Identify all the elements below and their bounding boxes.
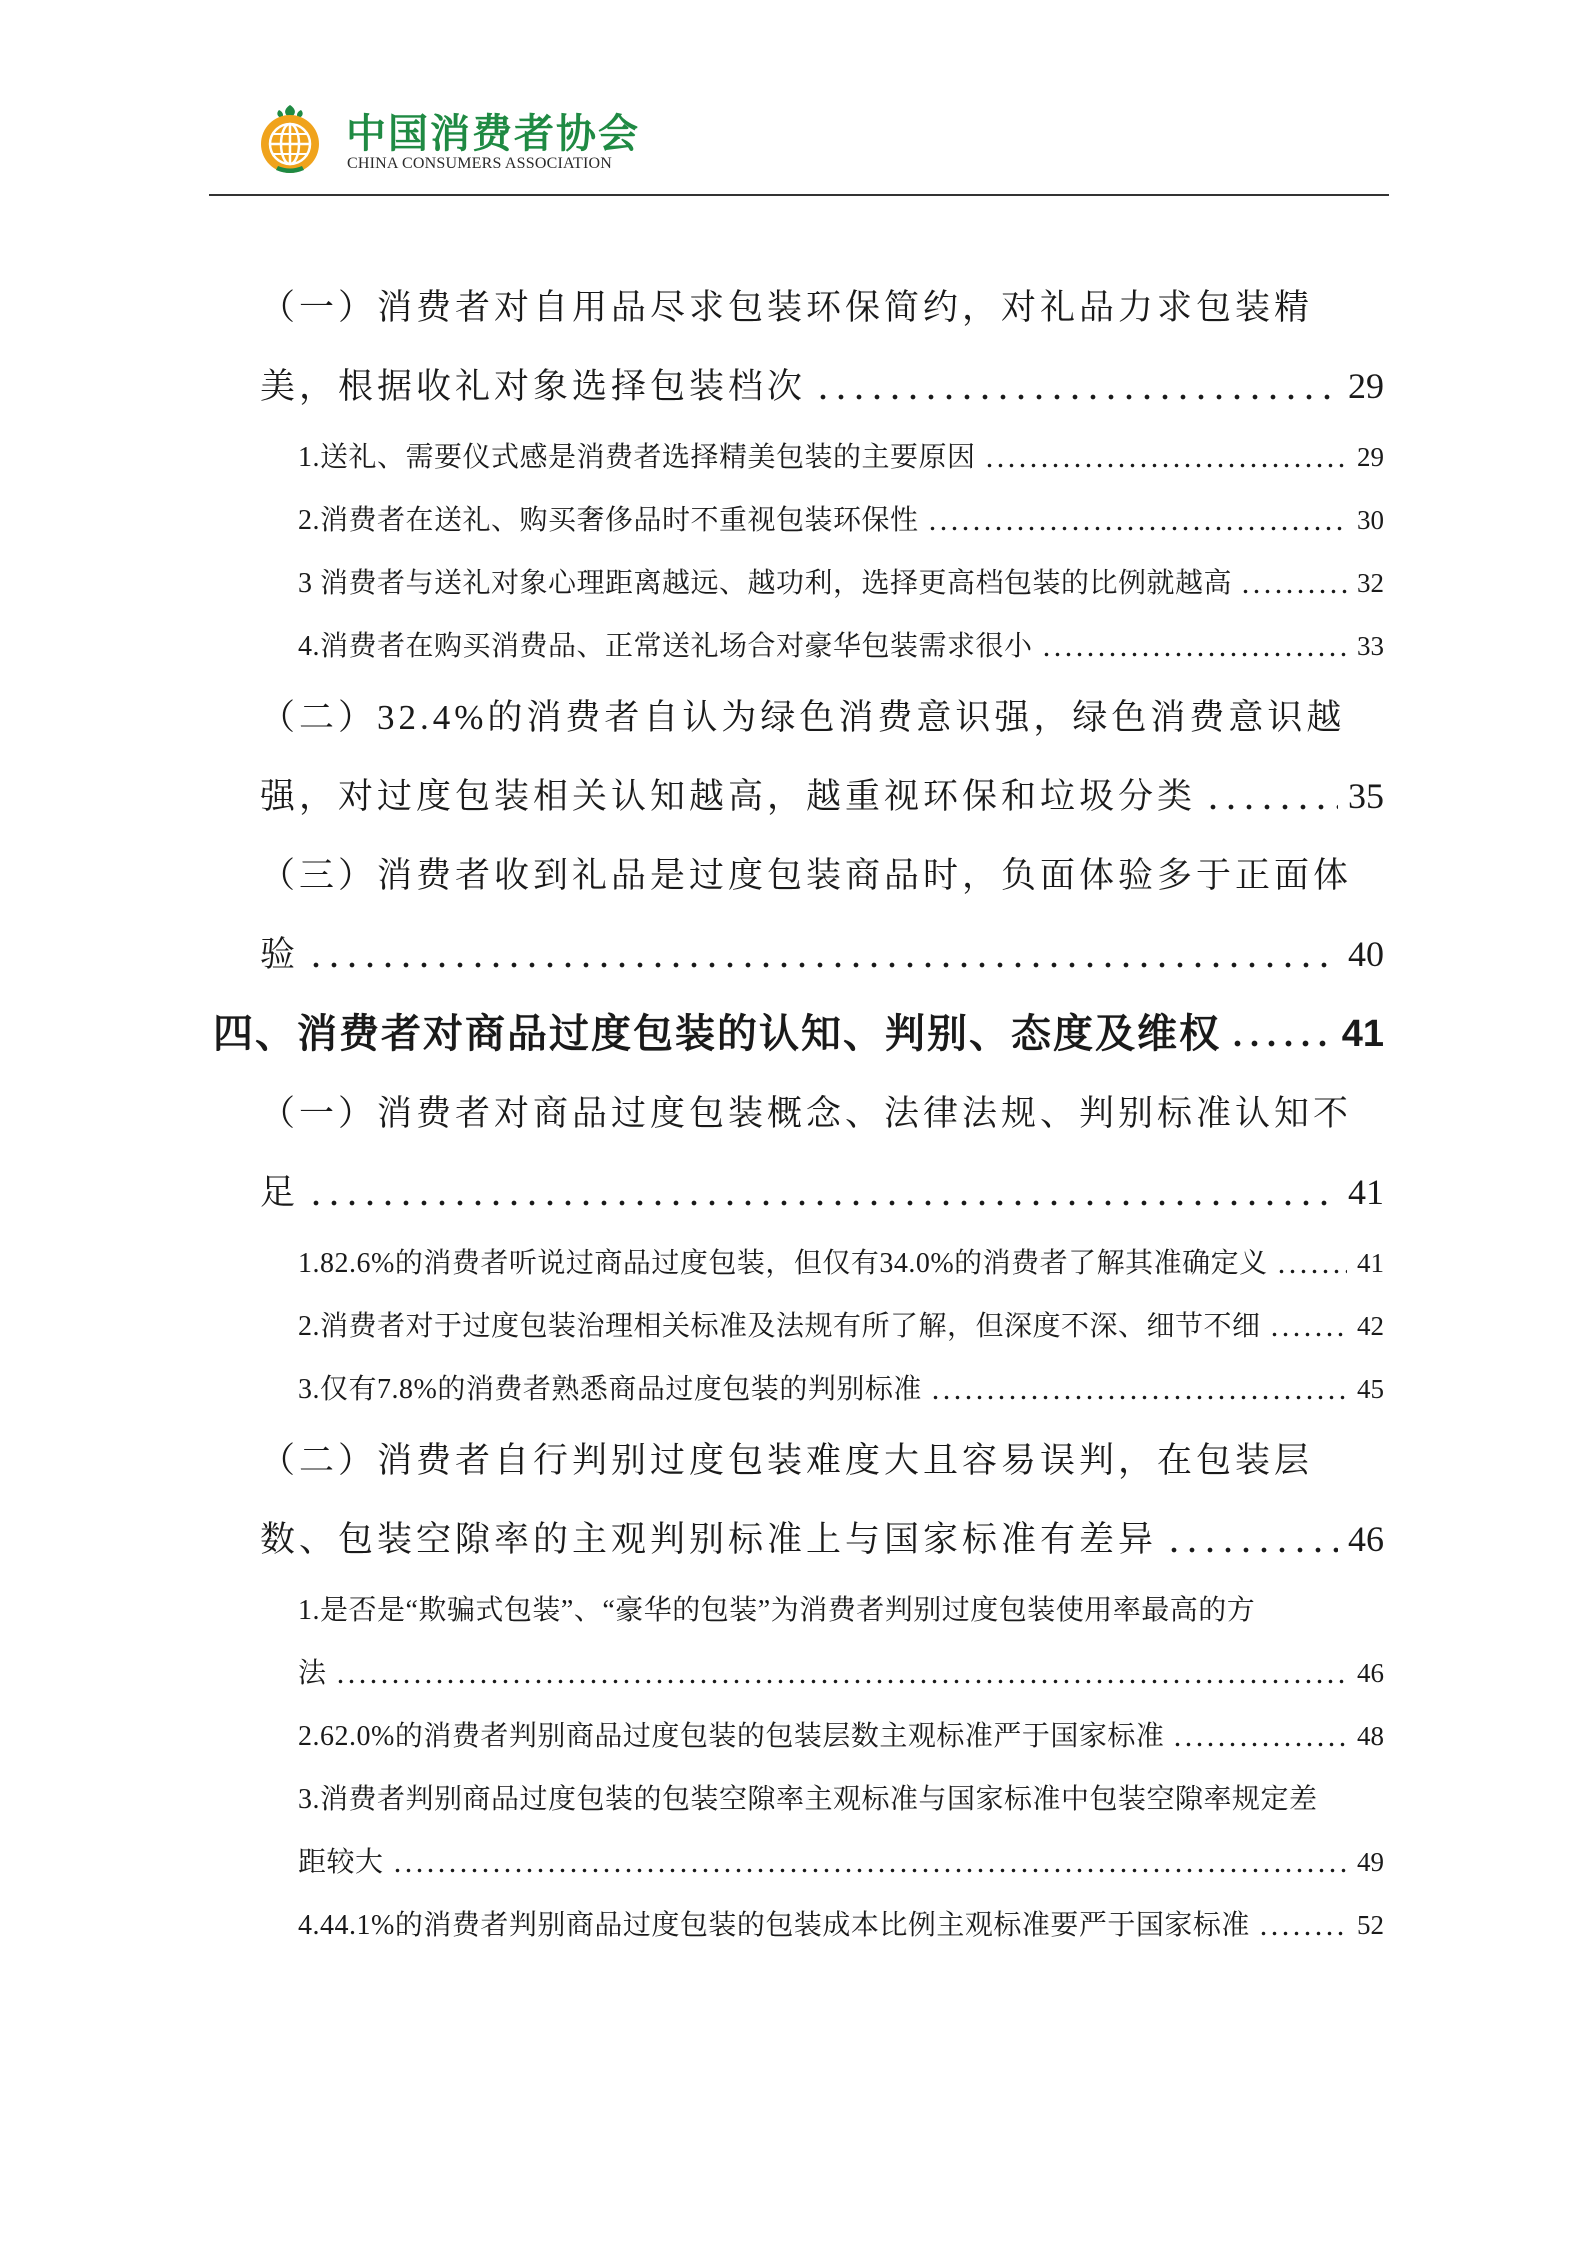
toc-item-entry[interactable] xyxy=(213,1705,1384,1768)
dot-leader xyxy=(930,1380,1347,1400)
toc-item-entry[interactable] xyxy=(213,1232,1384,1295)
toc-entry-title: 美，根据收礼对象选择包装档次 xyxy=(260,367,807,406)
dot-leader xyxy=(1240,574,1347,594)
toc-page-number: 33 xyxy=(1357,631,1384,661)
toc-subsection-entry[interactable] xyxy=(213,268,1384,426)
dot-leader xyxy=(1041,637,1347,657)
dot-leader xyxy=(1204,784,1338,810)
dot-leader xyxy=(1229,1021,1332,1047)
toc-page-number: 46 xyxy=(1357,1658,1384,1688)
toc-entry-title: （三）消费者收到礼品是过度包装商品时，负面体验多于正面体 xyxy=(260,856,1353,895)
toc-entry-title: （一）消费者对自用品尽求包装环保简约，对礼品力求包装精 xyxy=(260,288,1314,327)
toc-entry-title: （二）32.4%的消费者自认为绿色消费意识强，绿色消费意识越 xyxy=(260,698,1346,737)
toc-entry-last-line xyxy=(260,347,1384,426)
toc-entry-last-line xyxy=(298,426,1384,489)
toc-page-number: 49 xyxy=(1357,1847,1384,1877)
toc-item-entry[interactable] xyxy=(213,552,1384,615)
toc-subsection-entry[interactable] xyxy=(213,1421,1384,1579)
toc-entry-title: 1.送礼、需要仪式感是消费者选择精美包装的主要原因 xyxy=(298,442,976,473)
toc-item-entry[interactable] xyxy=(213,1768,1384,1894)
dot-leader xyxy=(1258,1916,1347,1936)
toc-entry-title: 四、消费者对商品过度包装的认知、判别、态度及维权 xyxy=(213,1012,1221,1056)
header-divider xyxy=(209,194,1389,196)
dot-leader xyxy=(307,1180,1338,1206)
toc-page-number: 40 xyxy=(1348,934,1384,974)
toc-entry-last-line xyxy=(298,1642,1384,1705)
toc-subsection-entry[interactable] xyxy=(213,678,1384,836)
toc-entry-last-line xyxy=(260,1500,1384,1579)
dot-leader xyxy=(1269,1317,1347,1337)
dot-leader xyxy=(392,1853,1347,1873)
table-of-contents xyxy=(213,268,1384,1957)
dot-leader xyxy=(1276,1254,1347,1274)
toc-page-number: 45 xyxy=(1357,1374,1384,1404)
toc-entry-title: 法 xyxy=(298,1658,327,1689)
toc-item-entry[interactable] xyxy=(213,1579,1384,1705)
cca-emblem-icon xyxy=(257,104,323,176)
toc-entry-last-line xyxy=(298,552,1384,615)
toc-item-entry[interactable] xyxy=(213,1894,1384,1957)
toc-entry-last-line xyxy=(260,1153,1384,1232)
toc-entry-title: 距较大 xyxy=(298,1847,384,1878)
toc-page-number: 42 xyxy=(1357,1311,1384,1341)
toc-entry-last-line xyxy=(298,1358,1384,1421)
toc-entry-title: 2.消费者在送礼、购买奢侈品时不重视包装环保性 xyxy=(298,505,919,536)
toc-section-entry[interactable] xyxy=(213,994,1384,1074)
toc-entry-title: 1.是否是“欺骗式包装”、“豪华的包装”为消费者判别过度包装使用率最高的方 xyxy=(298,1595,1256,1626)
toc-subsection-entry[interactable] xyxy=(213,836,1384,994)
toc-page-number: 41 xyxy=(1341,1013,1384,1055)
organization-name-chinese: 中国消费者协会 xyxy=(346,112,640,156)
toc-item-entry[interactable] xyxy=(213,1295,1384,1358)
toc-entry-last-line xyxy=(260,915,1384,994)
toc-entry-last-line xyxy=(298,1894,1384,1957)
toc-entry-title: 2.62.0%的消费者判别商品过度包装的包装层数主观标准严于国家标准 xyxy=(298,1721,1165,1752)
toc-page-number: 41 xyxy=(1348,1172,1384,1212)
toc-entry-title: 1.82.6%的消费者听说过商品过度包装，但仅有34.0%的消费者了解其准确定义 xyxy=(298,1248,1268,1279)
toc-entry-last-line xyxy=(298,615,1384,678)
toc-page-number: 30 xyxy=(1357,505,1384,535)
dot-leader xyxy=(927,511,1347,531)
toc-item-entry[interactable] xyxy=(213,615,1384,678)
toc-entry-title: （一）消费者对商品过度包装概念、法律法规、判别标准认知不 xyxy=(260,1094,1353,1133)
toc-page-number: 35 xyxy=(1348,776,1384,816)
toc-item-entry[interactable] xyxy=(213,1358,1384,1421)
toc-entry-title: 3.消费者判别商品过度包装的包装空隙率主观标准与国家标准中包装空隙率规定差 xyxy=(298,1784,1318,1815)
toc-entry-last-line xyxy=(298,489,1384,552)
toc-entry-last-line xyxy=(298,1232,1384,1295)
toc-entry-last-line xyxy=(298,1705,1384,1768)
toc-entry-last-line xyxy=(260,757,1384,836)
dot-leader xyxy=(814,374,1338,400)
toc-entry-title: 3.仅有7.8%的消费者熟悉商品过度包装的判别标准 xyxy=(298,1374,922,1405)
toc-entry-title: 3 消费者与送礼对象心理距离越远、越功利，选择更高档包装的比例就越高 xyxy=(298,568,1233,599)
toc-page-number: 41 xyxy=(1357,1248,1384,1278)
toc-page-number: 48 xyxy=(1357,1721,1384,1751)
toc-entry-title: 4.44.1%的消费者判别商品过度包装的包装成本比例主观标准要严于国家标准 xyxy=(298,1910,1250,1941)
toc-entry-last-line xyxy=(213,994,1384,1074)
page-header xyxy=(0,0,1586,200)
toc-entry-title: 验 xyxy=(260,935,300,974)
toc-page-number: 46 xyxy=(1348,1519,1384,1559)
toc-page-number: 29 xyxy=(1348,366,1384,406)
toc-entry-title: 4.消费者在购买消费品、正常送礼场合对豪华包装需求很小 xyxy=(298,631,1033,662)
toc-entry-title: 2.消费者对于过度包装治理相关标准及法规有所了解，但深度不深、细节不细 xyxy=(298,1311,1261,1342)
toc-entry-title: （二）消费者自行判别过度包装难度大且容易误判，在包装层 xyxy=(260,1441,1314,1480)
toc-entry-last-line xyxy=(298,1831,1384,1894)
dot-leader xyxy=(335,1664,1347,1684)
toc-entry-title: 数、包装空隙率的主观判别标准上与国家标准有差异 xyxy=(260,1520,1158,1559)
dot-leader xyxy=(1165,1527,1338,1553)
toc-entry-title: 足 xyxy=(260,1173,300,1212)
dot-leader xyxy=(984,448,1347,468)
dot-leader xyxy=(1172,1727,1347,1747)
toc-item-entry[interactable] xyxy=(213,489,1384,552)
toc-entry-title: 强，对过度包装相关认知越高，越重视环保和垃圾分类 xyxy=(260,777,1197,816)
toc-page-number: 32 xyxy=(1357,568,1384,598)
toc-page-number: 29 xyxy=(1357,442,1384,472)
dot-leader xyxy=(307,942,1338,968)
toc-page-number: 52 xyxy=(1357,1910,1384,1940)
organization-name-english: CHINA CONSUMERS ASSOCIATION xyxy=(347,155,613,172)
toc-entry-last-line xyxy=(298,1295,1384,1358)
toc-item-entry[interactable] xyxy=(213,426,1384,489)
toc-subsection-entry[interactable] xyxy=(213,1074,1384,1232)
